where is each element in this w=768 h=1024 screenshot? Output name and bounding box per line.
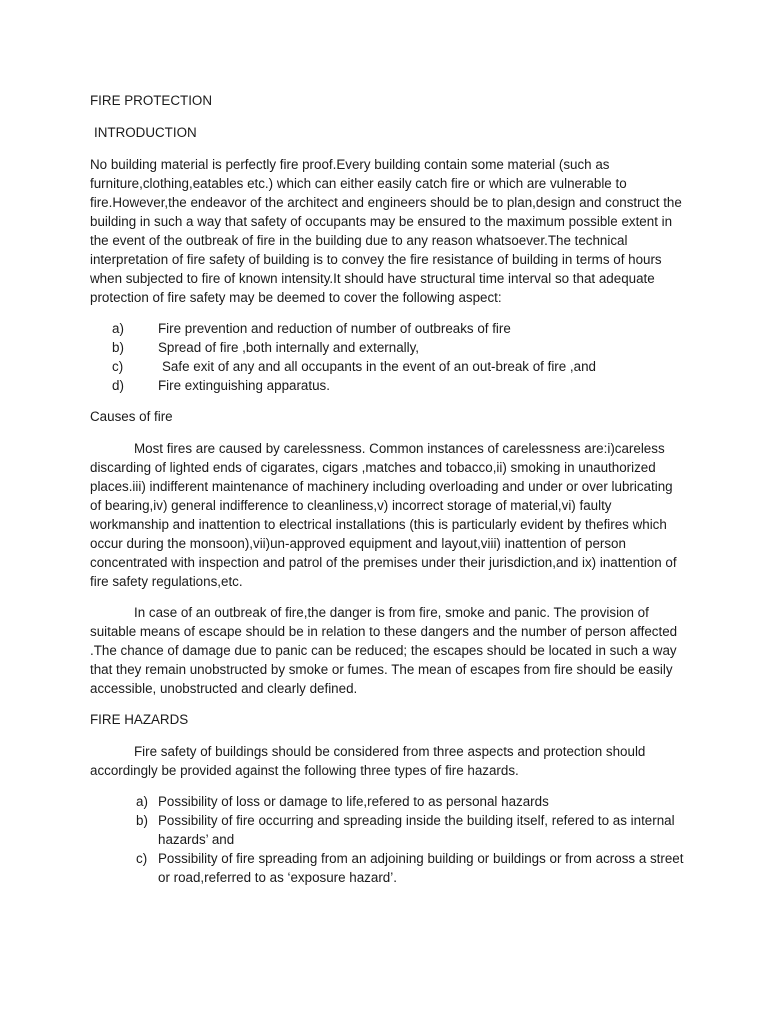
document-title: FIRE PROTECTION: [90, 93, 213, 108]
list-marker: b): [136, 813, 148, 828]
list-item: [90, 338, 685, 357]
hazards-list: [90, 792, 685, 887]
hazards-heading: FIRE HAZARDS: [90, 712, 189, 727]
list-item-text: Possibility of loss or damage to life,refered to as personal hazards: [158, 794, 549, 809]
list-marker: d): [112, 378, 124, 393]
list-marker: b): [112, 340, 124, 355]
aspects-list: [90, 319, 685, 395]
list-marker: c): [112, 359, 124, 374]
list-item-text: Spread of fire ,both internally and externally,: [158, 340, 420, 355]
list-item: [90, 376, 685, 395]
list-item-text: Safe exit of any and all occupants in the event of an out-break of fire ,and: [162, 359, 596, 374]
intro-paragraph: No building material is perfectly fire proof.Every building contain some material (such as furniture,clothing,eatables etc.) which can either easily catch fire or which are vulnerable to fire.However,the endeavor of the architect and engineers should be to plan,design and construct the building in such a way that safety of occupants may be ensured to the maximum possible extent in the event of the outbreak of fire in the building due to any reason whatsoever.The technical interpretation of fire safety of building is to convey the fire resistance of building in terms of hours when subjected to fire of known intensity.It should have structural time interval so that adequate protection of fire safety may be deemed to cover the following aspect:: [90, 157, 682, 305]
causes-heading: Causes of fire: [90, 409, 173, 424]
list-item: [90, 319, 685, 338]
list-item: [90, 792, 685, 811]
list-item-text: Possibility of fire occurring and spreading inside the building itself, refered to as internal hazards’ and: [158, 813, 675, 847]
list-item: [90, 357, 685, 376]
list-item-text: Fire prevention and reduction of number of outbreaks of fire: [158, 321, 511, 336]
document-body: [90, 91, 685, 899]
list-item: [90, 811, 685, 849]
list-marker: c): [136, 851, 148, 866]
causes-paragraph: Most fires are caused by carelessness. Common instances of carelessness are:i)careless discarding of lighted ends of cigarates, cigars ,matches and tobacco,ii) smoking in unauthorized places.iii) indifferent maintenance of machinery including overloading and under or over lubricating of bearing,iv) general indifference to cleanliness,v) incorrect storage of material,vi) faulty workmanship and inattention to electrical installations (this is particularly evident by thefires which occur during the monsoon),vii)un-approved equipment and layout,viii) inattention of person concentrated with inspection and patrol of the premises under their jurisdiction,and ix) inattention of fire safety regulations,etc.: [90, 441, 677, 589]
hazards-paragraph: Fire safety of buildings should be considered from three aspects and protection should accordingly be provided against the following three types of fire hazards.: [90, 744, 646, 778]
intro-heading: INTRODUCTION: [94, 125, 197, 140]
escape-paragraph: In case of an outbreak of fire,the danger is from fire, smoke and panic. The provision of suitable means of escape should be in relation to these dangers and the number of person affected .The chance of damage due to panic can be reduced; the escapes should be located in such a way that they remain unobstructed by smoke or fumes. The mean of escapes from fire should be easily accessible, unobstructed and clearly defined.: [90, 605, 678, 696]
list-marker: a): [136, 794, 148, 809]
list-item-text: Possibility of fire spreading from an adjoining building or buildings or from across a street or road,referred to as ‘exposure hazard’.: [158, 851, 684, 885]
list-item: [90, 849, 685, 887]
list-marker: a): [112, 321, 124, 336]
list-item-text: Fire extinguishing apparatus.: [158, 378, 330, 393]
